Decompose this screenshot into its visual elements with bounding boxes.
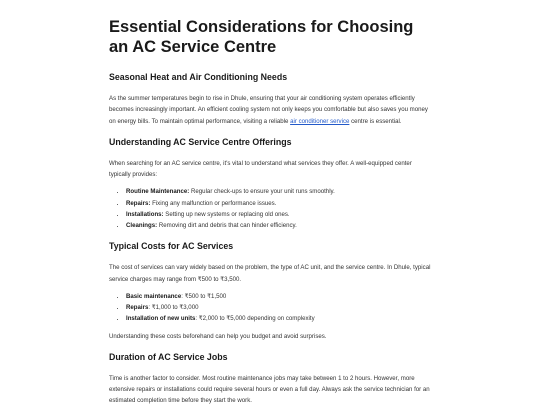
paragraph-text: centre is essential. [349, 117, 402, 125]
list-item-text: : ₹2,000 to ₹5,000 depending on complexity [195, 315, 315, 323]
list-item [126, 209, 431, 220]
list-item-label: Installations: [126, 210, 164, 218]
list-item-text: Setting up new systems or replacing old ones. [163, 210, 290, 218]
list-item [126, 220, 431, 231]
typical-costs-outro: Understanding these costs beforehand can help you budget and avoid surprises. [109, 332, 327, 340]
typical-costs-list [109, 291, 431, 325]
article-title: Essential Considerations for Choosing an AC Service Centre [109, 18, 414, 56]
list-item-text: Regular check-ups to ensure your unit runs smoothly. [189, 188, 335, 196]
list-item [126, 302, 431, 313]
list-item [126, 198, 431, 209]
air-conditioner-service-link[interactable]: air conditioner service [290, 117, 350, 125]
section-heading-duration: Duration of AC Service Jobs [109, 351, 228, 362]
section-heading-seasonal-heat: Seasonal Heat and Air Conditioning Needs [109, 72, 288, 82]
list-item-text: : ₹1,000 to ₹3,000 [148, 304, 199, 312]
section-heading-service-offerings: Understanding AC Service Centre Offerings [109, 136, 292, 147]
list-item-label: Cleanings: [126, 222, 158, 230]
list-item-text: Fixing any malfunction or performance issues. [150, 199, 277, 207]
list-item-label: Routine Maintenance: [126, 188, 190, 196]
list-item-label: Repairs: [126, 199, 151, 207]
service-offerings-list [109, 186, 431, 231]
list-item [126, 186, 431, 197]
list-item [126, 313, 431, 324]
typical-costs-intro: The cost of services can vary widely based on the problem, the type of AC unit, and the service centre. In Dhule, typical service charges may range from ₹500 to ₹3,500. [109, 264, 431, 283]
paragraph-text: As the summer temperatures begin to rise in Dhule, ensuring that your air conditioning system operates efficiently becomes increasingly important. An efficient cooling system not only keeps you comfortable but also saves you money on energy bills. To maintain optimal performance, visiting a reliable [109, 95, 428, 125]
list-item [126, 291, 431, 302]
section-heading-typical-costs: Typical Costs for AC Services [109, 241, 234, 252]
list-item-text: Removing dirt and debris that can hinder efficiency. [157, 222, 297, 230]
duration-paragraph: Time is another factor to consider. Most routine maintenance jobs may take between 1 to 2 hours. However, more extensive repairs or installations could require several hours or even a full day. Always ask the service technician for an estimated completion time before they start the work. [109, 374, 430, 405]
list-item-label: Installation of new units [126, 315, 196, 323]
list-item-label: Basic maintenance [126, 292, 182, 300]
list-item-text: : ₹500 to ₹1,500 [181, 292, 227, 300]
list-item-label: Repairs [126, 304, 149, 312]
article [109, 0, 431, 407]
seasonal-heat-paragraph [109, 93, 431, 127]
service-offerings-intro: When searching for an AC service centre, it's vital to understand what services they offer. A well-equipped center typically provides: [109, 159, 412, 179]
